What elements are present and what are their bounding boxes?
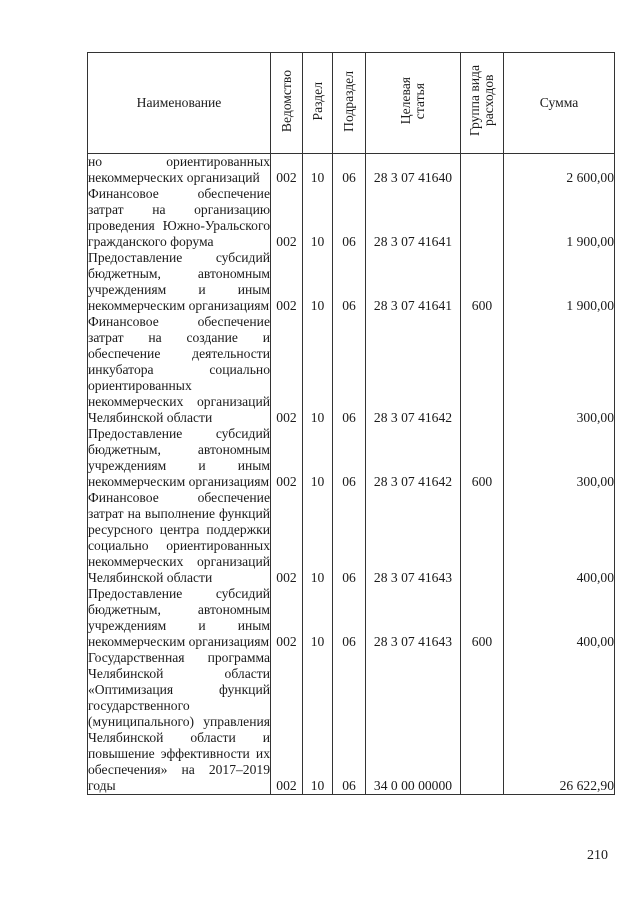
row-razdel: 10 [303, 186, 333, 250]
row-target-article: 28 3 07 41642 [366, 426, 461, 490]
row-vedomstvo: 002 [271, 154, 303, 187]
row-expense-group [461, 490, 504, 586]
row-name: но ориентированных некоммерческих организаций [88, 154, 270, 185]
row-target-article: 28 3 07 41643 [366, 490, 461, 586]
row-vedomstvo: 002 [271, 250, 303, 314]
header-podrazdel: Подраздел [333, 53, 366, 154]
table-row [88, 490, 615, 586]
row-expense-group [461, 186, 504, 250]
row-target-article: 28 3 07 41640 [366, 154, 461, 187]
row-sum: 400,00 [504, 490, 615, 586]
row-name: Предоставление субсидий бюджетным, автономным учреждениям и иным некоммерческим организациям [88, 250, 270, 313]
row-vedomstvo: 002 [271, 426, 303, 490]
header-vedomstvo: Ведомство [271, 53, 303, 154]
row-target-article: 34 0 00 00000 [366, 650, 461, 795]
row-razdel: 10 [303, 650, 333, 795]
row-name: Финансовое обеспечение затрат на организацию проведения Южно-Уральского гражданского форума [88, 186, 270, 249]
row-expense-group: 600 [461, 426, 504, 490]
row-expense-group [461, 154, 504, 187]
row-sum: 26 622,90 [504, 650, 615, 795]
row-sum: 1 900,00 [504, 186, 615, 250]
row-podrazdel: 06 [333, 650, 366, 795]
row-razdel: 10 [303, 154, 333, 187]
row-expense-group [461, 650, 504, 795]
row-sum: 400,00 [504, 586, 615, 650]
header-target-article: Целевая статья [366, 53, 461, 154]
page-number: 210 [587, 848, 608, 863]
row-podrazdel: 06 [333, 154, 366, 187]
row-podrazdel: 06 [333, 314, 366, 426]
header-sum: Сумма [504, 53, 615, 154]
row-razdel: 10 [303, 314, 333, 426]
table-row [88, 650, 615, 795]
row-name: Финансовое обеспечение затрат на создание и обеспечение деятельности инкубатора социально ориентированных некоммерческих организаций Челябинской области [88, 314, 270, 425]
row-razdel: 10 [303, 250, 333, 314]
row-podrazdel: 06 [333, 586, 366, 650]
row-target-article: 28 3 07 41641 [366, 186, 461, 250]
row-name: Предоставление субсидий бюджетным, автономным учреждениям и иным некоммерческим организациям [88, 586, 270, 649]
budget-table [87, 52, 615, 795]
table-body [88, 154, 615, 795]
row-target-article: 28 3 07 41643 [366, 586, 461, 650]
row-expense-group [461, 314, 504, 426]
row-expense-group: 600 [461, 250, 504, 314]
table-header-row [88, 53, 615, 154]
header-name: Наименование [88, 53, 271, 154]
row-sum: 300,00 [504, 426, 615, 490]
row-name: Финансовое обеспечение затрат на выполнение функций ресурсного центра поддержки социально ориентированных некоммерческих организаций Челябинской области [88, 490, 270, 585]
row-podrazdel: 06 [333, 250, 366, 314]
table-row [88, 586, 615, 650]
row-target-article: 28 3 07 41642 [366, 314, 461, 426]
row-vedomstvo: 002 [271, 186, 303, 250]
row-sum: 2 600,00 [504, 154, 615, 187]
row-vedomstvo: 002 [271, 490, 303, 586]
row-razdel: 10 [303, 586, 333, 650]
table-row [88, 314, 615, 426]
row-podrazdel: 06 [333, 426, 366, 490]
table-row [88, 250, 615, 314]
row-sum: 300,00 [504, 314, 615, 426]
row-name: Предоставление субсидий бюджетным, автономным учреждениям и иным некоммерческим организациям [88, 426, 270, 489]
header-expense-group: Группа вида расходов [461, 53, 504, 154]
row-razdel: 10 [303, 490, 333, 586]
row-sum: 1 900,00 [504, 250, 615, 314]
row-vedomstvo: 002 [271, 650, 303, 795]
table-row [88, 154, 615, 187]
row-vedomstvo: 002 [271, 586, 303, 650]
header-razdel: Раздел [303, 53, 333, 154]
table-row [88, 426, 615, 490]
row-razdel: 10 [303, 426, 333, 490]
row-target-article: 28 3 07 41641 [366, 250, 461, 314]
row-podrazdel: 06 [333, 490, 366, 586]
table-row [88, 186, 615, 250]
row-name: Государственная программа Челябинской области «Оптимизация функций государственного (муниципального) управления Челябинской области и повышение эффективности их обеспечения» на 2017–2019 годы [88, 650, 270, 793]
row-expense-group: 600 [461, 586, 504, 650]
row-vedomstvo: 002 [271, 314, 303, 426]
row-podrazdel: 06 [333, 186, 366, 250]
